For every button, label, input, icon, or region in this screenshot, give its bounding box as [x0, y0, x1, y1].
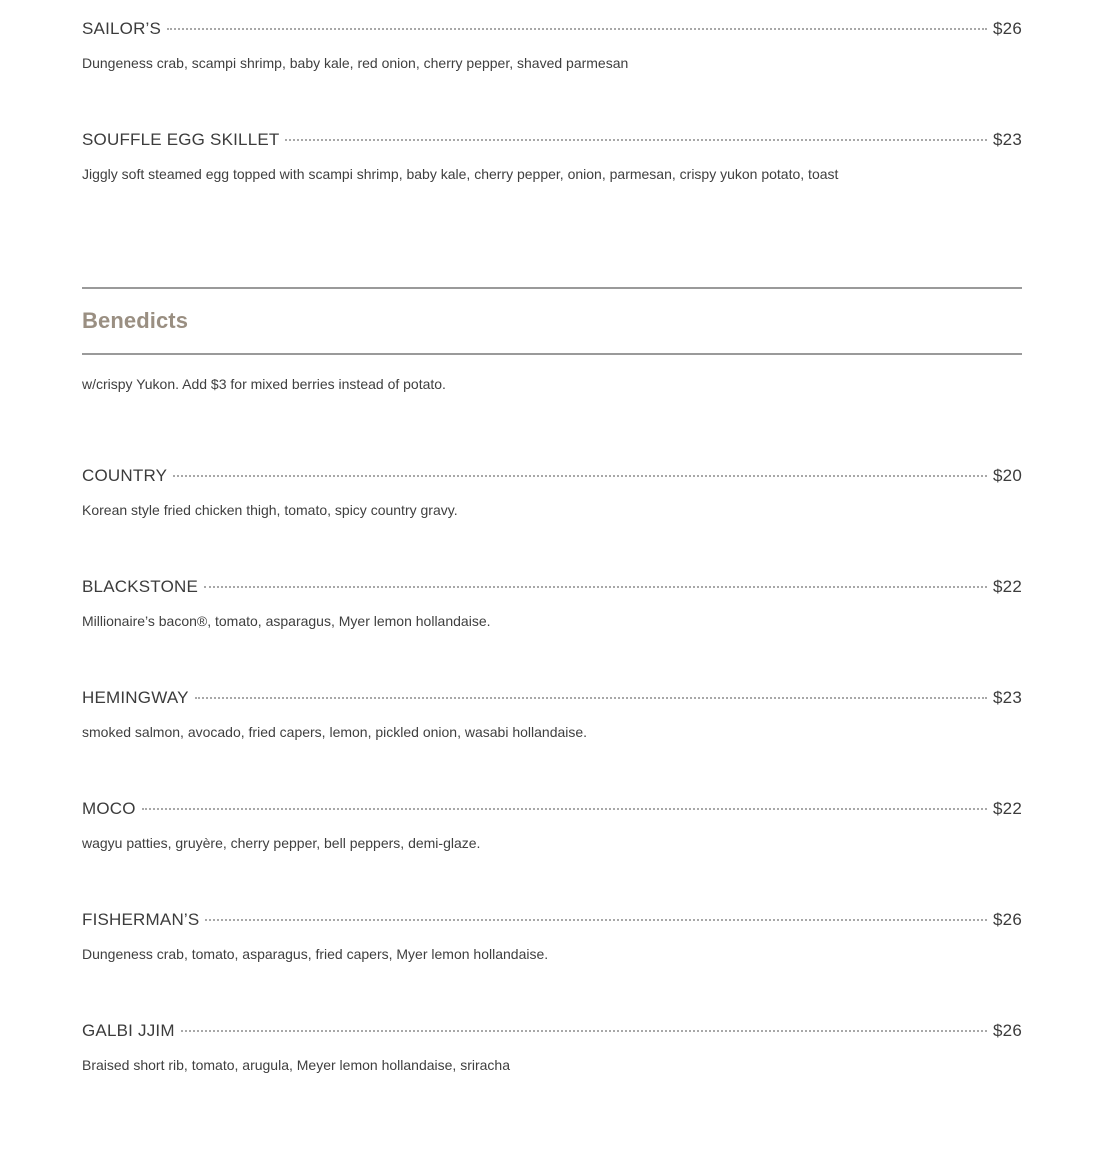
section-title: Benedicts	[82, 308, 189, 333]
menu-item-name: BLACKSTONE	[82, 577, 199, 596]
menu-item-name: FISHERMAN’S	[82, 910, 200, 929]
section-benedicts	[82, 287, 1022, 355]
dot-leader	[205, 919, 987, 921]
menu-item	[82, 466, 1022, 519]
menu-item-price: $26	[993, 1021, 1022, 1040]
menu-item-price: $23	[993, 130, 1022, 149]
menu-item-description: Korean style fried chicken thigh, tomato, spicy country gravy.	[82, 502, 458, 518]
menu-item	[82, 799, 1022, 852]
menu-item-name: GALBI JJIM	[82, 1021, 175, 1040]
dot-leader	[195, 697, 987, 699]
dot-leader	[181, 1030, 987, 1032]
menu-item	[82, 19, 1022, 72]
menu-item-header	[82, 1021, 1022, 1045]
menu-item	[82, 910, 1022, 963]
menu-item-price: $26	[993, 910, 1022, 929]
menu-item-name: HEMINGWAY	[82, 688, 189, 707]
menu-item-description: Dungeness crab, tomato, asparagus, fried capers, Myer lemon hollandaise.	[82, 946, 549, 962]
menu-item-name: MOCO	[82, 799, 136, 818]
menu-item-header	[82, 466, 1022, 490]
menu-item-price: $20	[993, 466, 1022, 485]
dot-leader	[204, 586, 987, 588]
menu-item-price: $26	[993, 19, 1022, 38]
menu-item	[82, 130, 1022, 183]
menu-item-header	[82, 799, 1022, 823]
menu-item	[82, 1021, 1022, 1074]
menu-item-description: Braised short rib, tomato, arugula, Meyer lemon hollandaise, sriracha	[82, 1057, 510, 1073]
menu-item-description: wagyu patties, gruyère, cherry pepper, bell peppers, demi-glaze.	[82, 835, 481, 851]
menu-item-description: Dungeness crab, scampi shrimp, baby kale, red onion, cherry pepper, shaved parmesan	[82, 55, 629, 71]
menu-item-header	[82, 688, 1022, 712]
section-bottom-rule	[82, 353, 1022, 355]
dot-leader	[285, 139, 987, 141]
menu-item-header	[82, 19, 1022, 43]
menu-item-price: $22	[993, 799, 1022, 818]
menu-item-name: SOUFFLE EGG SKILLET	[82, 130, 280, 149]
menu-item	[82, 688, 1022, 741]
menu-item-description: Jiggly soft steamed egg topped with scampi shrimp, baby kale, cherry pepper, onion, parmesan, crispy yukon potato, toast	[82, 166, 839, 182]
menu-item-price: $22	[993, 577, 1022, 596]
menu-item	[82, 577, 1022, 630]
menu-item-header	[82, 910, 1022, 934]
menu-item-description: Millionaire’s bacon®, tomato, asparagus, Myer lemon hollandaise.	[82, 613, 491, 629]
section-note: w/crispy Yukon. Add $3 for mixed berries instead of potato.	[82, 376, 446, 392]
menu-item-price: $23	[993, 688, 1022, 707]
dot-leader	[142, 808, 987, 810]
menu-item-header	[82, 130, 1022, 154]
dot-leader	[173, 475, 987, 477]
menu-item-description: smoked salmon, avocado, fried capers, lemon, pickled onion, wasabi hollandaise.	[82, 724, 588, 740]
dot-leader	[167, 28, 987, 30]
menu-item-name: COUNTRY	[82, 466, 168, 485]
menu-item-name: SAILOR’S	[82, 19, 162, 38]
menu-item-header	[82, 577, 1022, 601]
